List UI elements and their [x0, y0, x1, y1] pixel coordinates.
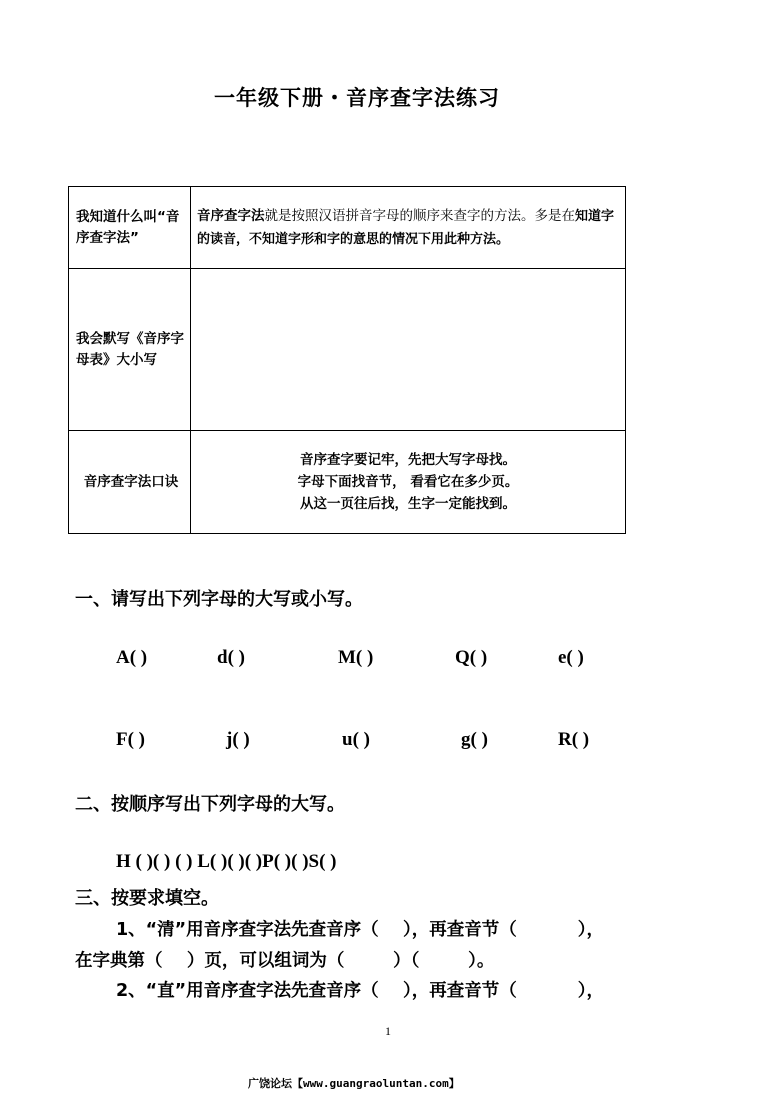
page-number: 1 [385, 1024, 391, 1038]
letter-blank[interactable]: g( ) [461, 729, 488, 750]
definition-part2: 知道字的读音，不知道字形和字的意思的情况下用此种方法。 [197, 208, 615, 247]
letter-blank[interactable]: F( ) [116, 729, 146, 750]
table-row [69, 187, 626, 269]
term-label: 音序查字法 [197, 207, 265, 224]
letter-blank[interactable]: u( ) [342, 729, 370, 750]
letter-blank[interactable]: j( ) [226, 729, 250, 750]
table-row [69, 269, 626, 431]
footer-watermark: 广饶论坛【www.guangraoluntan.com】 [248, 1077, 460, 1090]
question-1-line-1[interactable]: 1、“清”用音序查字法先查音序（ ），再查音节（ ）， [116, 920, 604, 940]
verse-line: 音序查字要记牢，先把大写字母找。 [300, 452, 516, 468]
letter-blank[interactable]: d( ) [217, 647, 245, 668]
section3-heading: 三、按要求填空。 [75, 888, 219, 909]
question-2-line-1[interactable]: 2、“直”用音序查字法先查音序（ ），再查音节（ ）， [116, 981, 604, 1001]
letter-blank[interactable]: R( ) [558, 729, 590, 750]
uppercase-sequence-blanks[interactable]: H ( )( ) ( ) L( )( )( )P( )( )S( ) [116, 851, 337, 872]
alphabet-answer-area[interactable] [191, 269, 626, 431]
page-title: 一年级下册・音序查字法练习 [214, 86, 500, 110]
letter-blank[interactable]: A( ) [116, 647, 148, 668]
row-label-rhyme: 音序查字法口诀 [69, 431, 191, 534]
section1-heading: 一、请写出下列字母的大写或小写。 [75, 589, 363, 610]
row-label-definition: 我知道什么叫“音序查字法” [69, 187, 191, 269]
section2-heading: 二、按顺序写出下列字母的大写。 [75, 794, 345, 815]
letter-blank[interactable]: e( ) [558, 647, 584, 668]
letter-blank[interactable]: M( ) [338, 647, 374, 668]
letter-blank[interactable]: Q( ) [455, 647, 488, 668]
rhyme-verse [191, 431, 626, 534]
verse-line: 从这一页往后找，生字一定能找到。 [300, 496, 516, 512]
info-table [68, 186, 626, 534]
definition-text [191, 187, 626, 269]
verse-line: 字母下面找音节， 看看它在多少页。 [297, 474, 519, 490]
row-label-alphabet: 我会默写《音序字母表》大小写 [69, 269, 191, 431]
definition-part1: 就是按照汉语拼音字母的顺序来查字的方法。多是在 [264, 207, 575, 224]
question-1-line-2[interactable]: 在字典第（ ）页，可以组词为（ ）（ ）。 [75, 951, 495, 971]
table-row [69, 431, 626, 534]
